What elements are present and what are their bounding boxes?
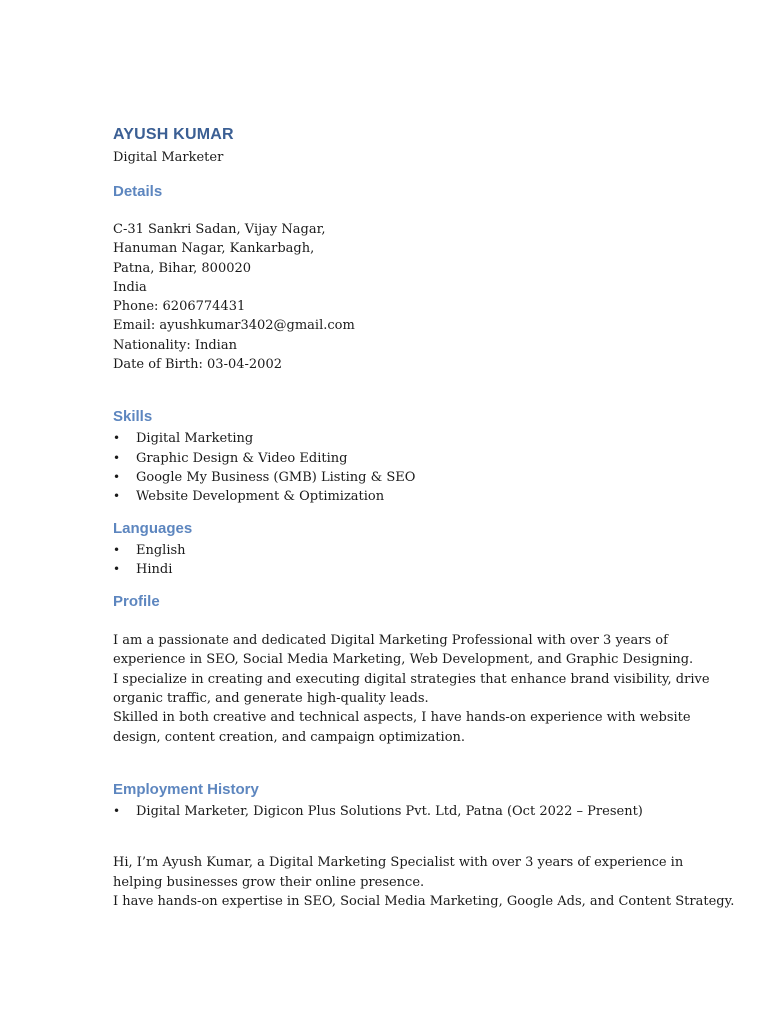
resume-name: AYUSH KUMAR xyxy=(113,126,234,143)
bullet-icon: • xyxy=(113,469,121,484)
address-line: C-31 Sankri Sadan, Vijay Nagar, xyxy=(113,222,326,237)
bullet-icon: • xyxy=(113,803,121,818)
summary-block xyxy=(113,853,768,911)
list-item xyxy=(113,468,768,487)
skill-label: Graphic Design & Video Editing xyxy=(136,450,348,466)
profile-line: Skilled in both creative and technical aspects, I have hands-on experience with website xyxy=(113,710,691,726)
list-item xyxy=(113,449,768,468)
profile-heading: Profile xyxy=(113,593,160,611)
resume-role: Digital Marketer xyxy=(113,150,224,165)
employment-list xyxy=(113,802,768,821)
skill-label: Digital Marketing xyxy=(136,431,254,447)
profile-line: I am a passionate and dedicated Digital Marketing Professional with over 3 years of xyxy=(113,633,668,649)
languages-heading: Languages xyxy=(113,519,193,537)
list-item xyxy=(113,541,768,560)
skill-label: Website Development & Optimization xyxy=(136,489,385,505)
bullet-icon: • xyxy=(113,450,121,465)
profile-line: organic traffic, and generate high-quality leads. xyxy=(113,691,429,707)
employment-entry: Digital Marketer, Digicon Plus Solutions Pvt. Ltd, Patna (Oct 2022 – Present) xyxy=(136,803,643,819)
skills-heading: Skills xyxy=(113,408,153,426)
country-line: India xyxy=(113,279,147,295)
email-line: Email: ayushkumar3402@gmail.com xyxy=(113,318,355,334)
bullet-icon: • xyxy=(113,489,121,504)
nationality-line: Nationality: Indian xyxy=(113,337,237,353)
details-block xyxy=(113,220,768,374)
profile-block xyxy=(113,631,768,747)
summary-line: helping businesses grow their online presence. xyxy=(113,874,425,890)
skills-list xyxy=(113,429,768,506)
bullet-icon: • xyxy=(113,542,121,557)
list-item xyxy=(113,429,768,448)
list-item xyxy=(113,487,768,506)
address-line: Patna, Bihar, 800020 xyxy=(113,260,252,276)
summary-line: I have hands-on expertise in SEO, Social Media Marketing, Google Ads, and Content Strategy. xyxy=(113,893,735,909)
language-label: Hindi xyxy=(136,561,173,577)
profile-line: I specialize in creating and executing digital strategies that enhance brand visibility, drive xyxy=(113,671,710,687)
address-line: Hanuman Nagar, Kankarbagh, xyxy=(113,241,315,257)
profile-line: design, content creation, and campaign optimization. xyxy=(113,729,466,745)
list-item xyxy=(113,802,768,821)
bullet-icon: • xyxy=(113,561,121,576)
profile-line: experience in SEO, Social Media Marketing, Web Development, and Graphic Designing. xyxy=(113,652,694,668)
dob-line: Date of Birth: 03-04-2002 xyxy=(113,357,282,373)
details-heading: Details xyxy=(113,183,163,200)
languages-list xyxy=(113,541,768,580)
language-label: English xyxy=(136,542,186,558)
summary-line: Hi, I’m Ayush Kumar, a Digital Marketing Specialist with over 3 years of experience in xyxy=(113,855,684,871)
bullet-icon: • xyxy=(113,431,121,446)
employment-heading: Employment History xyxy=(113,780,259,798)
skill-label: Google My Business (GMB) Listing & SEO xyxy=(136,469,416,485)
list-item xyxy=(113,560,768,579)
phone-line: Phone: 6206774431 xyxy=(113,299,246,315)
